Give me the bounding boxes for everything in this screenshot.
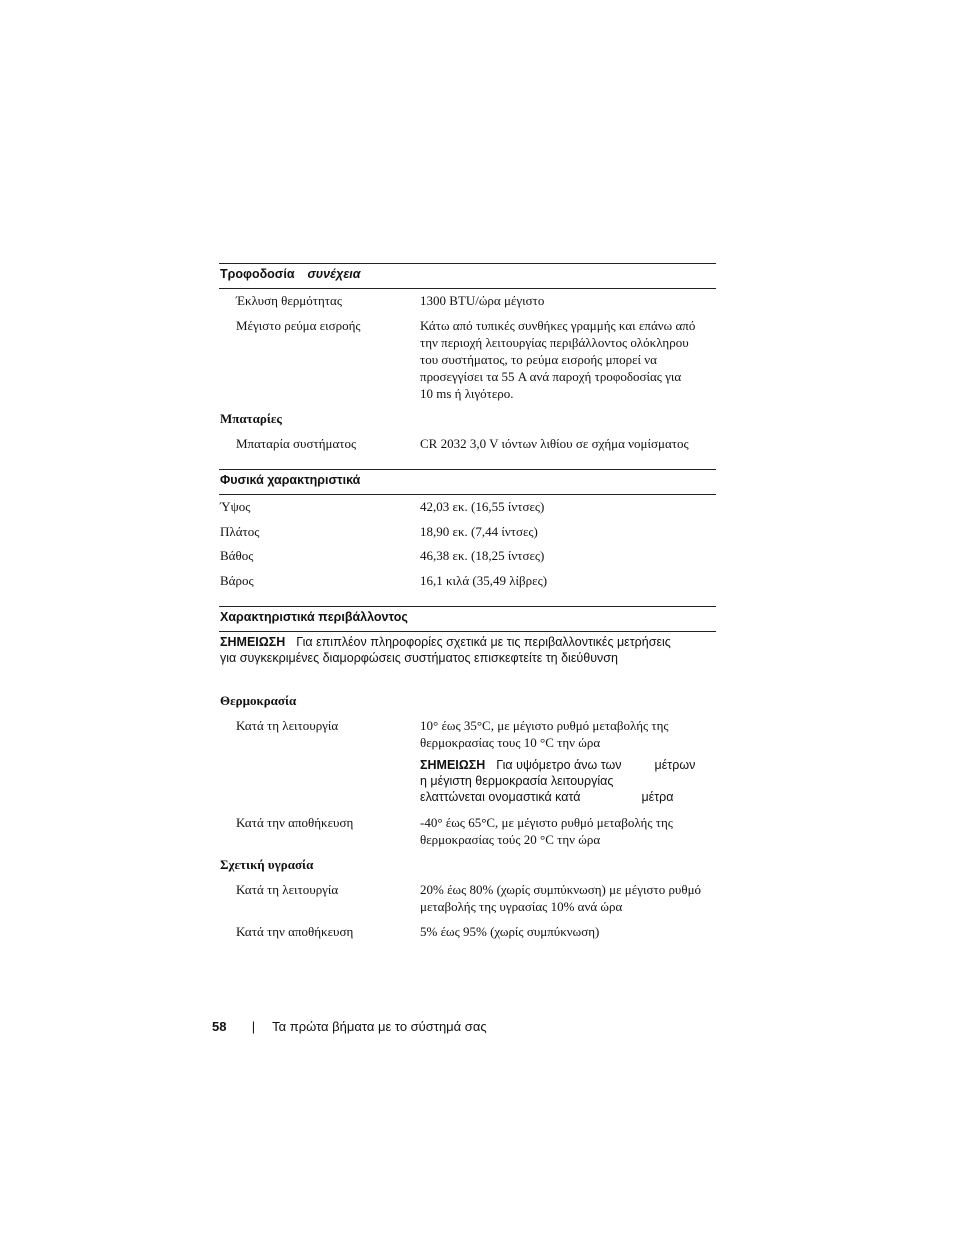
temp-note-line-2: η μέγιστη θερμοκρασία λειτουργίας (420, 774, 614, 788)
humidity-operating-label: Κατά τη λειτουργία (236, 882, 339, 897)
inrush-line-3: του συστήματος, το ρεύμα εισροής μπορεί να (420, 352, 657, 367)
humidity-operating-value (420, 881, 716, 915)
inrush-line-5: 10 ms ή λιγότερο. (420, 386, 514, 401)
temp-storage-value (420, 814, 716, 848)
environment-note-line-1: Για επιπλέον πληροφορίες σχετικά με τις περιβαλλοντικές μετρήσεις (296, 635, 671, 649)
physical-header-bottom-rule (219, 494, 716, 495)
footer-separator: | (251, 1019, 256, 1034)
inrush-line-1: Κάτω από τυπικές συνθήκες γραμμής και επάνω από (420, 318, 696, 333)
weight-value: 16,1 κιλά (35,49 λίβρες) (420, 573, 548, 588)
temp-operating-note (420, 757, 716, 805)
physical-header-top-rule (219, 469, 716, 470)
depth-value: 46,38 εκ. (18,25 ίντσες) (420, 548, 545, 563)
inrush-current-label: Μέγιστο ρεύμα εισροής (236, 318, 361, 333)
temp-operating-line-1: 10° έως 35°C, με μέγιστο ρυθμό μεταβολής της (420, 718, 669, 733)
environment-header-title: Χαρακτηριστικά περιβάλλοντος (220, 610, 408, 624)
weight-label: Βάρος (220, 573, 254, 588)
temp-note-label: ΣΗΜΕΙΩΣΗ (420, 758, 486, 772)
footer-title: Τα πρώτα βήματα με το σύστημά σας (272, 1019, 487, 1034)
depth-label: Βάθος (220, 548, 254, 563)
height-label: Ύψος (220, 499, 251, 514)
environment-header-top-rule (219, 606, 716, 607)
temp-operating-value (420, 717, 716, 751)
inrush-line-2: την περιοχή λειτουργίας περιβάλλοντος ολόκληρου (420, 335, 689, 350)
humidity-storage-value: 5% έως 95% (χωρίς συμπύκνωση) (420, 924, 600, 939)
temp-note-line-3b: μέτρα (641, 790, 674, 804)
width-value: 18,90 εκ. (7,44 ίντσες) (420, 524, 538, 539)
inrush-current-value (420, 317, 716, 402)
temp-operating-label: Κατά τη λειτουργία (236, 718, 339, 733)
system-battery-label: Μπαταρία συστήματος (236, 436, 357, 451)
temp-operating-line-2: θερμοκρασίας τους 10 °C την ώρα (420, 735, 601, 750)
width-label: Πλάτος (220, 524, 260, 539)
temp-note-line-1b: μέτρων (654, 758, 696, 772)
humidity-operating-line-1: 20% έως 80% (χωρίς συμπύκνωση) με μέγιστο ρυθμό (420, 882, 702, 897)
inrush-line-4: προσεγγίσει τα 55 A ανά παροχή τροφοδοσίας για (420, 369, 682, 384)
power-header (220, 267, 361, 281)
environment-note (220, 634, 716, 666)
humidity-operating-line-2: μεταβολής της υγρασίας 10% ανά ώρα (420, 899, 623, 914)
temp-storage-label: Κατά την αποθήκευση (236, 815, 354, 830)
power-header-bottom-rule (219, 288, 716, 289)
humidity-title: Σχετική υγρασία (220, 857, 314, 872)
environment-note-label: ΣΗΜΕΙΩΣΗ (220, 635, 286, 649)
temp-note-line-1a: Για υψόμετρο άνω των (496, 758, 622, 772)
page-footer (212, 1018, 487, 1035)
batteries-title: Μπαταρίες (220, 411, 282, 426)
environment-header-bottom-rule (219, 631, 716, 632)
power-header-top-rule (219, 263, 716, 264)
system-battery-value: CR 2032 3,0 V ιόντων λιθίου σε σχήμα νομίσματος (420, 436, 689, 451)
heat-dissipation-label: Έκλυση θερμότητας (236, 293, 342, 308)
temp-storage-line-2: θερμοκρασίας τούς 20 °C την ώρα (420, 832, 601, 847)
temp-storage-line-1: -40° έως 65°C, με μέγιστο ρυθμό μεταβολής της (420, 815, 673, 830)
heat-dissipation-value: 1300 BTU/ώρα μέγιστο (420, 293, 545, 308)
power-header-title: Τροφοδοσία (220, 267, 295, 281)
humidity-storage-label: Κατά την αποθήκευση (236, 924, 354, 939)
temp-note-line-3a: ελαττώνεται ονομαστικά κατά (420, 790, 581, 804)
environment-note-line-2: για συγκεκριμένες διαμορφώσεις συστήματος επισκεφτείτε τη διεύθυνση (220, 651, 618, 665)
power-header-continued: συνέχεια (307, 267, 361, 281)
height-value: 42,03 εκ. (16,55 ίντσες) (420, 499, 545, 514)
page-number: 58 (212, 1019, 227, 1034)
temperature-title: Θερμοκρασία (220, 693, 297, 708)
physical-header-title: Φυσικά χαρακτηριστικά (220, 473, 361, 487)
